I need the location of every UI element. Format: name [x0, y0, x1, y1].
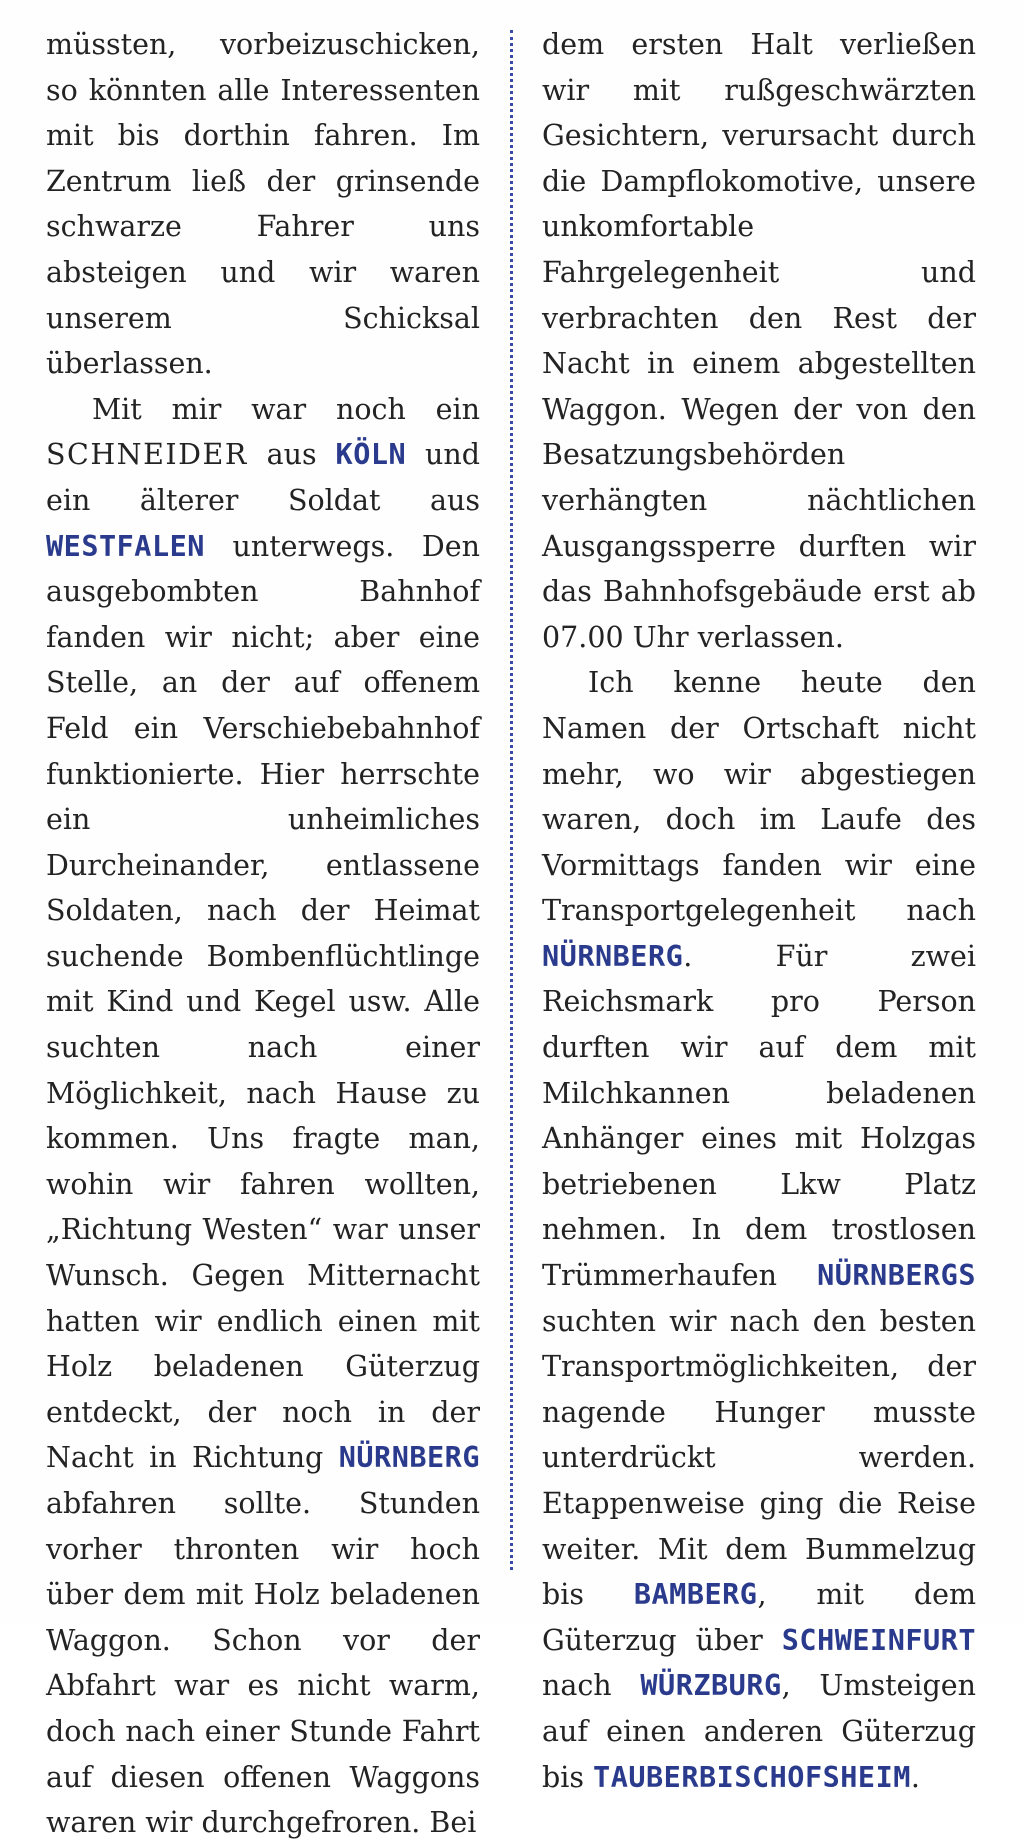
place-name: TAUBERBISCHOFSHEIM — [593, 1760, 911, 1794]
text-run: Mit mir war noch ein — [92, 392, 480, 426]
column-divider — [510, 30, 513, 1570]
right-paragraph-2 — [542, 660, 976, 1800]
text-run: und ein älterer Soldat aus — [46, 438, 480, 517]
small-caps-word: SCHNEIDER — [46, 438, 248, 472]
text-run: unterwegs. Den ausgebombten Bahnhof fanden wir nicht; aber eine Stelle, an der auf offenem Feld ein Verschiebebahnhof funktionierte. Hier herrschte ein unheimliches Durcheinander, entlassene Soldaten, nach der Heimat suchende Bombenflüchtlinge mit Kind und Kegel usw. Alle suchten nach einer Möglichkeit, nach Hause zu kommen. Uns fragte man, wohin wir fahren wollten, „Richtung Westen“ war unser Wunsch. Gegen Mitternacht hatten wir endlich einen mit Holz beladenen Güterzug entdeckt, der noch in der Nacht in Richtung — [46, 529, 480, 1475]
text-run: Ich kenne heute den Namen der Ortschaft nicht mehr, wo wir abgestiegen waren, doch im Laufe des Vormittags fanden wir eine Transportgelegenheit nach — [542, 666, 976, 928]
left-paragraph-2 — [46, 387, 480, 1846]
place-name: NÜRNBERG — [338, 1441, 480, 1475]
right-column — [542, 22, 976, 1800]
place-name: BAMBERG — [633, 1578, 758, 1612]
text-run: . — [910, 1760, 920, 1794]
place-name: NÜRNBERG — [542, 939, 684, 973]
text-run: nach — [542, 1669, 641, 1703]
place-name: SCHWEINFURT — [781, 1623, 976, 1657]
place-name: WESTFALEN — [46, 529, 205, 563]
text-run: aus — [247, 438, 336, 472]
text-run: suchten wir nach den besten Transportmöglichkeiten, der nagende Hunger musste unterdrückt werden. Etappenweise ging die Reise weiter. Mit dem Bummelzug bis — [542, 1304, 976, 1612]
text-run: , Umsteigen auf einen anderen Güterzug bis — [542, 1669, 976, 1794]
place-name: WÜRZBURG — [640, 1669, 782, 1703]
left-column — [46, 22, 480, 1846]
left-paragraph-1: müssten, vorbeizuschicken, so könnten alle Interessenten mit bis dorthin fahren. Im Zentrum ließ der grinsende schwarze Fahrer uns absteigen und wir waren unserem Schicksal überlassen. — [46, 28, 480, 381]
text-run: . Für zwei Reichsmark pro Person durften wir auf dem mit Milchkannen beladenen Anhänger eines mit Holzgas betriebenen Lkw Platz nehmen. In dem trostlosen Trümmerhaufen — [542, 939, 976, 1293]
right-paragraph-1: dem ersten Halt verließen wir mit rußgeschwärzten Gesichtern, verursacht durch die Dampflokomotive, unsere unkomfortable Fahrgelegenheit und verbrachten den Rest der Nacht in einem abgestellten Waggon. Wegen der von den Besatzungsbehörden verhängten nächtlichen Ausgangssperre durften wir das Bahnhofsgebäude erst ab 07.00 Uhr verlassen. — [542, 28, 976, 654]
text-run: abfahren sollte. Stunden vorher thronten wir hoch über dem mit Holz beladenen Waggon. Schon vor der Abfahrt war es nicht warm, doch nach einer Stunde Fahrt auf diesen offenen Waggons waren wir durchgefroren. Bei — [46, 1487, 480, 1840]
place-name: NÜRNBERGS — [817, 1259, 976, 1293]
place-name: KÖLN — [335, 438, 407, 472]
text-run: , mit dem Güterzug über — [542, 1578, 976, 1657]
